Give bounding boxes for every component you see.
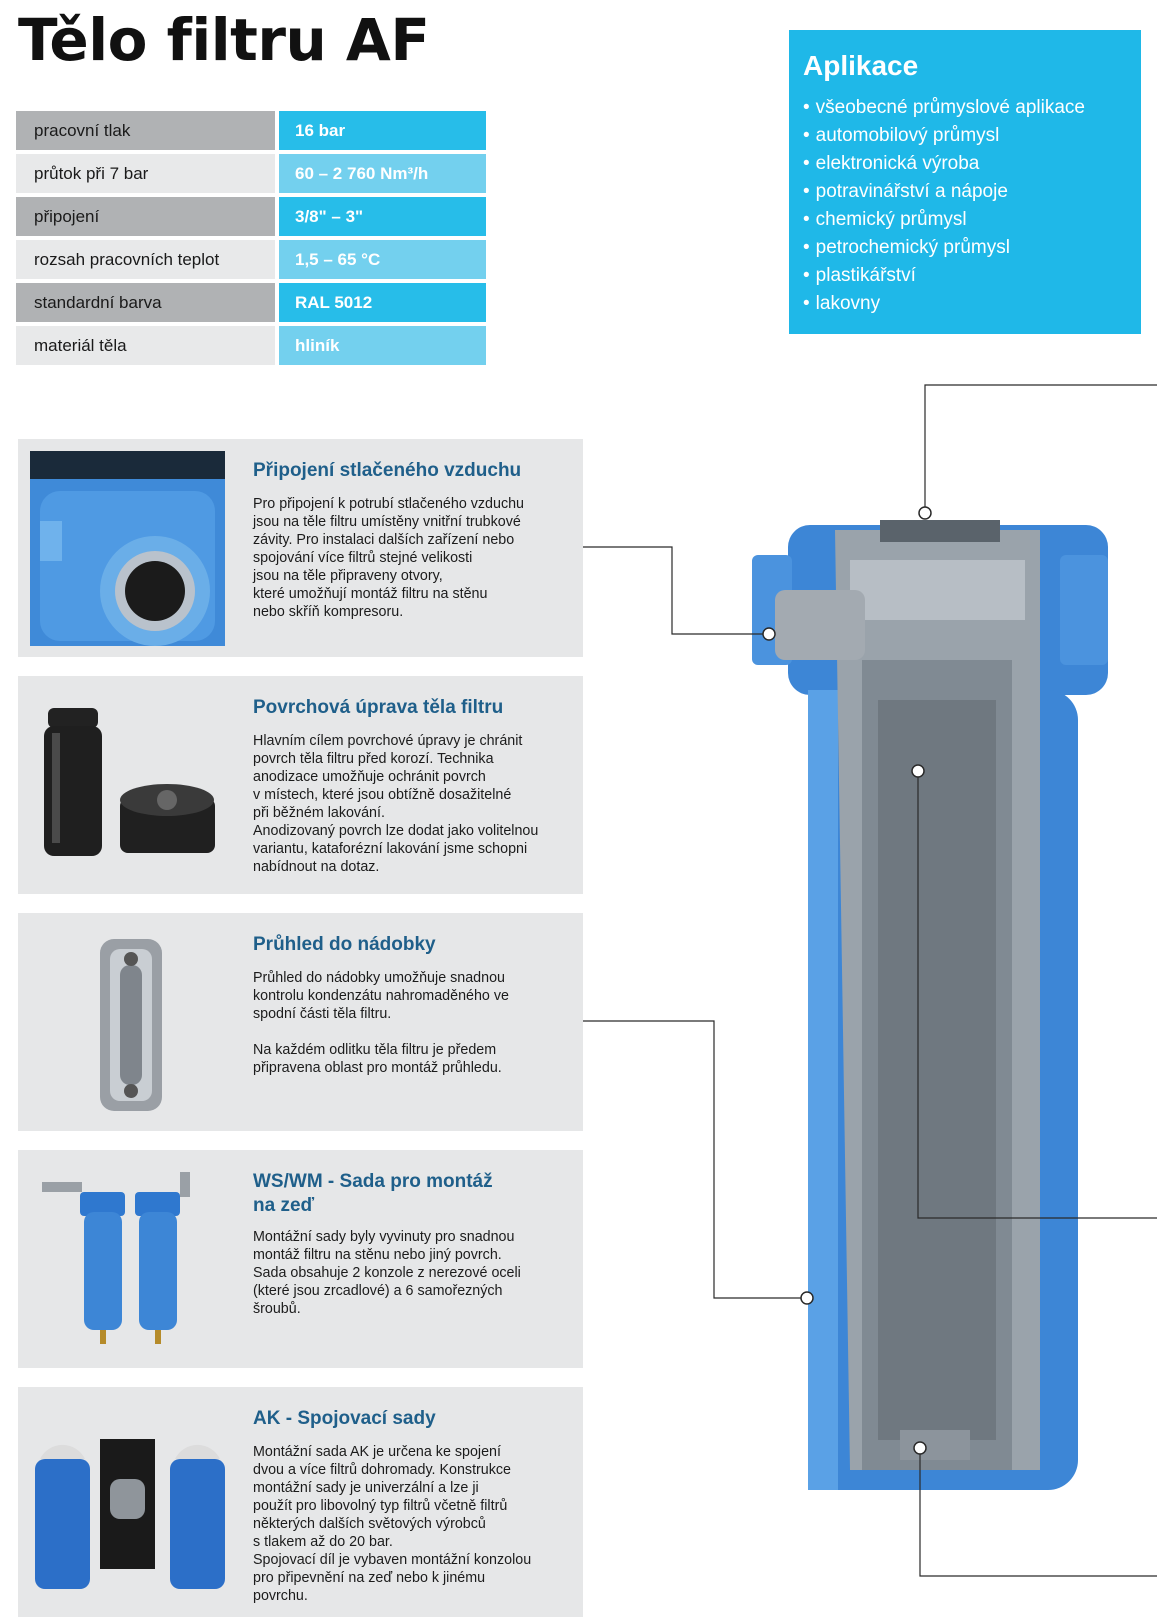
card-text: Průhled do nádobky umožňuje snadnou kontrolu kondenzátu nahromaděného ve spodní části těla filtru. Na každém odlitku těla filtru je předem připravena oblast pro montáž průhledu. xyxy=(253,970,509,1076)
spec-value: 3/8" – 3" xyxy=(279,197,486,236)
list-item: • chemický průmysl xyxy=(803,206,1127,234)
spec-value: hliník xyxy=(279,326,486,365)
list-item: • lakovny xyxy=(803,290,1127,318)
filter-body-illustration xyxy=(752,520,1108,1490)
feature-card-surface xyxy=(18,676,583,894)
card-heading: AK - Spojovací sady xyxy=(253,1408,436,1429)
card-text: Pro připojení k potrubí stlačeného vzduchu jsou na těle filtru umístěny vnitřní trubkové závity. Pro instalaci dalších zařízení nebo spojování více filtrů stejné velikosti jsou na těle připraveny otvory, které umožňují montáž filtru na stěnu nebo skříň kompresoru. xyxy=(253,496,525,620)
callout-markers xyxy=(763,507,931,1454)
spec-value: 1,5 – 65 °C xyxy=(279,240,486,279)
spec-row-flow xyxy=(16,154,486,193)
card-text: Montážní sada AK je určena ke spojení dvou a více filtrů dohromady. Konstrukce montážní sady je univerzální a lze ji použít pro libovolný typ filtrů včetně filtrů některých dalších světových výrobců s tlakem až do 20 bar. Spojovací díl je vybaven montážní konzolou pro připevnění na zeď nebo k jinému povrchu. xyxy=(253,1444,532,1604)
applications-list xyxy=(803,94,1127,318)
spec-row-temperature xyxy=(16,240,486,279)
list-item: • automobilový průmysl xyxy=(803,122,1127,150)
spec-row-connection xyxy=(16,197,486,236)
spec-value: RAL 5012 xyxy=(279,283,486,322)
card-heading: Průhled do nádobky xyxy=(253,934,436,955)
connection-kit-image xyxy=(30,1399,225,1594)
feature-card-wall-mount xyxy=(18,1150,583,1368)
list-item: • plastikářství xyxy=(803,262,1127,290)
spec-table xyxy=(16,111,486,369)
spec-value: 60 – 2 760 Nm³/h xyxy=(279,154,486,193)
list-item: • potravinářství a nápoje xyxy=(803,178,1127,206)
feature-card-connection xyxy=(18,439,583,657)
card-heading: Připojení stlačeného vzduchu xyxy=(253,460,522,481)
sight-glass-image xyxy=(30,925,225,1120)
applications-heading: Aplikace xyxy=(803,50,919,81)
spec-label: materiál těla xyxy=(16,326,275,365)
card-text: Montážní sady byly vyvinuty pro snadnou montáž filtru na stěnu nebo jiný povrch. Sada obsahuje 2 konzole z nerezové oceli (které jsou zrcadlové) a 6 samořezných šroubů. xyxy=(253,1229,521,1317)
feature-card-connection-kit xyxy=(18,1387,583,1617)
applications-box xyxy=(789,30,1141,334)
spec-row-material xyxy=(16,326,486,365)
list-item: • petrochemický průmysl xyxy=(803,234,1127,262)
card-text: Hlavním cílem povrchové úpravy je chránit povrch těla filtru před korozí. Technika anodizace umožňuje ochránit povrch v místech, které jsou obtížně dosažitelné při běžném lakování. Anodizovaný povrch lze dodat jako volitelnou variantu, kataforézní lakování jsme schopni nabídnout na dotaz. xyxy=(253,733,539,875)
wall-mount-kit-image xyxy=(30,1162,225,1357)
card-heading: WS/WM - Sada pro montáž na zeď xyxy=(253,1171,493,1216)
spec-label: standardní barva xyxy=(16,283,275,322)
connection-port-image xyxy=(30,451,225,646)
spec-label: připojení xyxy=(16,197,275,236)
list-item: • elektronická výroba xyxy=(803,150,1127,178)
spec-label: pracovní tlak xyxy=(16,111,275,150)
spec-row-color xyxy=(16,283,486,322)
list-item: • všeobecné průmyslové aplikace xyxy=(803,94,1127,122)
callout-lines xyxy=(583,385,1157,1576)
feature-card-sight-glass xyxy=(18,913,583,1131)
spec-row-working-pressure xyxy=(16,111,486,150)
spec-label: rozsah pracovních teplot xyxy=(16,240,275,279)
spec-value: 16 bar xyxy=(279,111,486,150)
card-heading: Povrchová úprava těla filtru xyxy=(253,697,504,718)
spec-label: průtok při 7 bar xyxy=(16,154,275,193)
page-title: Tělo filtru AF xyxy=(18,6,430,74)
anodized-parts-image xyxy=(30,688,225,883)
